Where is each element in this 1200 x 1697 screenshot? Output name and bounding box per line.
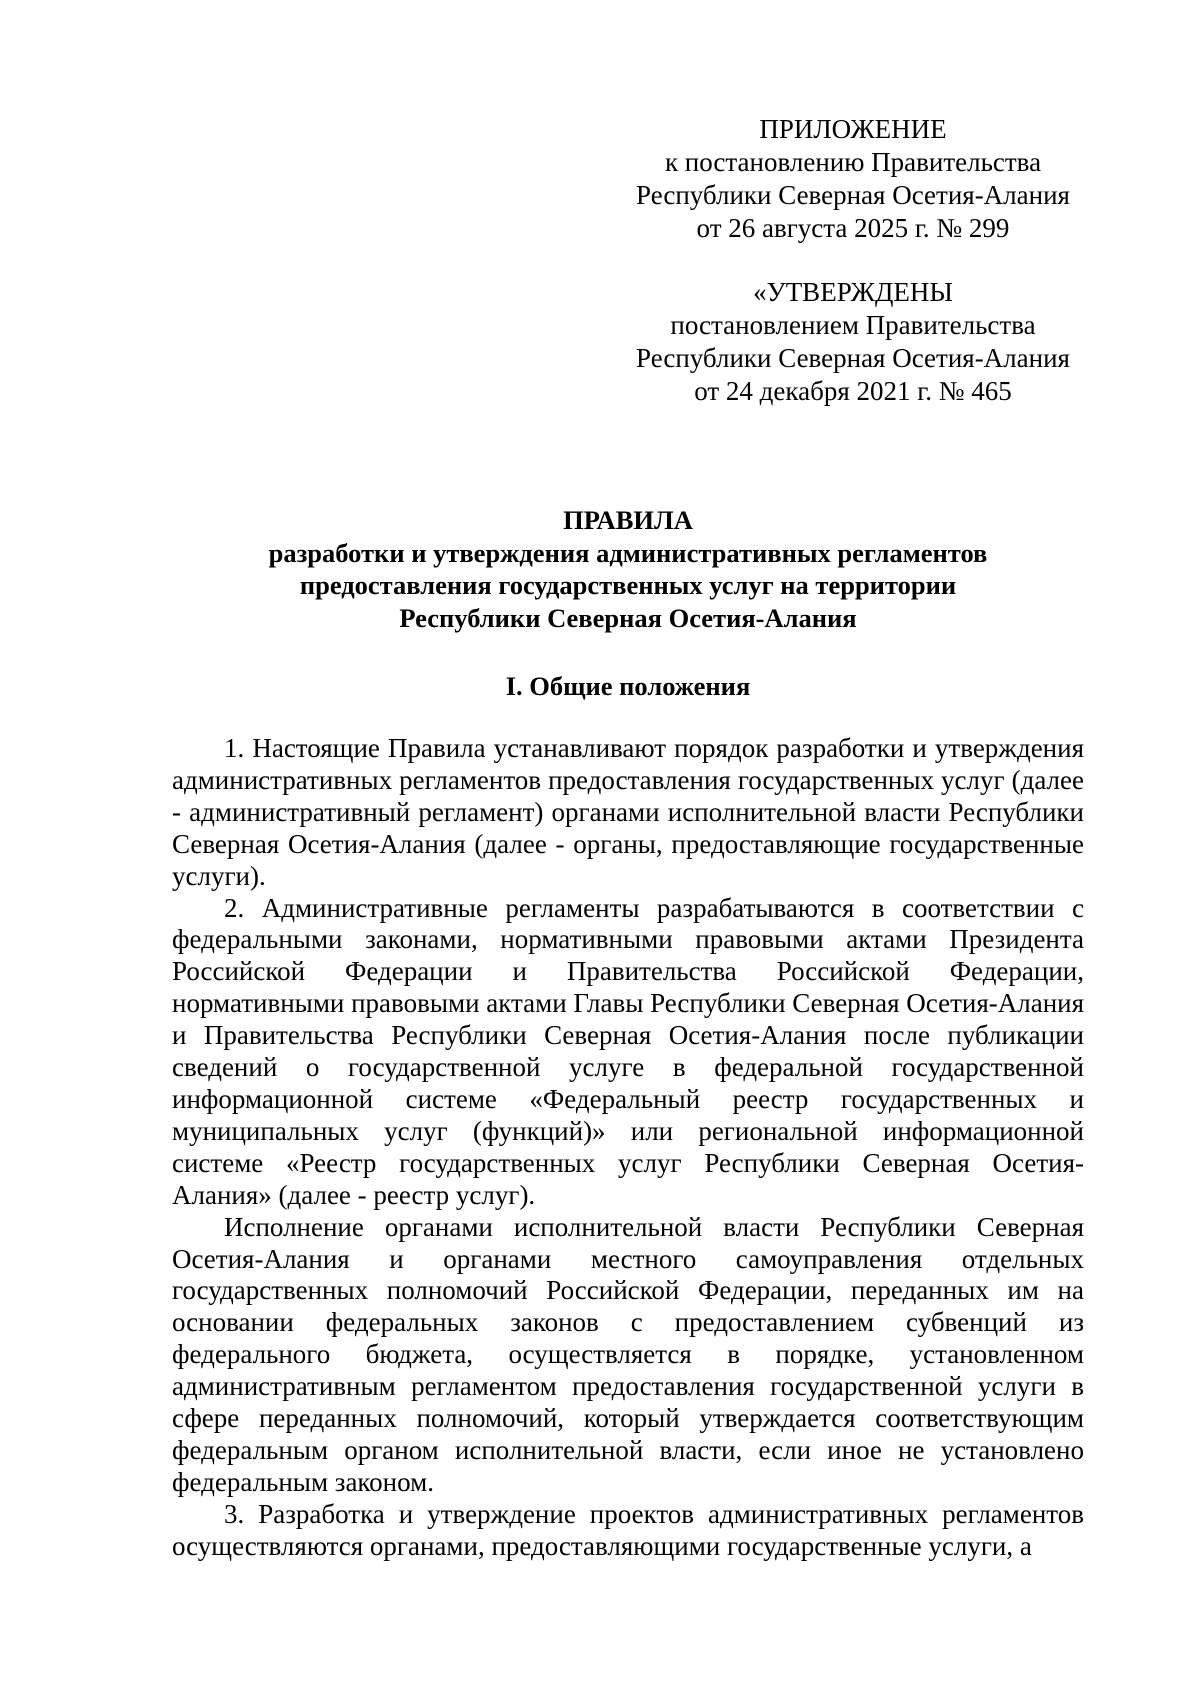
approved-date-number: от 24 декабря 2021 г. № 465 xyxy=(694,376,1012,406)
annex-block xyxy=(628,113,1078,245)
approved-label: «УТВЕРЖДЕНЫ xyxy=(753,277,953,307)
annex-resolution-ref: к постановлению Правительства xyxy=(664,147,1042,177)
approved-republic: Республики Северная Осетия-Алания xyxy=(636,343,1070,373)
body-text xyxy=(172,733,1084,1563)
paragraph-1: 1. Настоящие Правила устанавливают порядок разработки и утверждения административных регламентов предоставления государственных услуг (далее - административный регламент) органами исполнительной власти Республики Северная Осетия-Алания (далее - органы, предоставляющие государственные услуги). xyxy=(172,733,1084,891)
title-subtitle-line-1: разработки и утверждения административных регламентов xyxy=(268,537,988,568)
paragraph-4: 3. Разработка и утверждение проектов административных регламентов осуществляются органами, предоставляющими государственные услуги, а xyxy=(172,1498,1084,1561)
annex-date-number: от 26 августа 2025 г. № 299 xyxy=(696,213,1010,243)
annex-label: ПРИЛОЖЕНИЕ xyxy=(759,114,947,144)
document-title xyxy=(172,504,1084,634)
title-subtitle-line-2: предоставления государственных услуг на территории xyxy=(299,570,957,600)
paragraph-3: Исполнение органами исполнительной власти Республики Северная Осетия-Алания и органами местного самоуправления отдельных государственных полномочий Российской Федерации, переданных им на основании федеральных законов с предоставлением субвенций из федерального бюджета, осуществляется в порядке, установленном административным регламентом предоставления государственной услуги в сфере переданных полномочий, который утверждается соответствующим федеральным органом исполнительной власти, если иное не установлено федеральным законом. xyxy=(172,1211,1084,1497)
approved-resolution-ref: постановлением Правительства xyxy=(670,310,1036,340)
paragraph-2: 2. Административные регламенты разрабатываются в соответствии с федеральными законами, нормативными правовыми актами Президента Российской Федерации и Правительства Российской Федерации, нормативными правовыми актами Главы Республики Северная Осетия-Алания и Правительства Республики Северная Осетия-Алания после публикации сведений о государственной услуге в федеральной государственной информационной системе «Федеральный реестр государственных и муниципальных услуг (функций)» или региональной информационной системе «Реестр государственных услуг Республики Северная Осетия-Алания» (далее - реестр услуг). xyxy=(172,892,1085,1210)
approved-block xyxy=(628,276,1078,408)
title-main: ПРАВИЛА xyxy=(563,505,693,535)
title-subtitle-line-3: Республики Северная Осетия-Алания xyxy=(399,602,857,633)
section-heading: I. Общие положения xyxy=(505,671,751,701)
annex-republic: Республики Северная Осетия-Алания xyxy=(636,180,1070,210)
